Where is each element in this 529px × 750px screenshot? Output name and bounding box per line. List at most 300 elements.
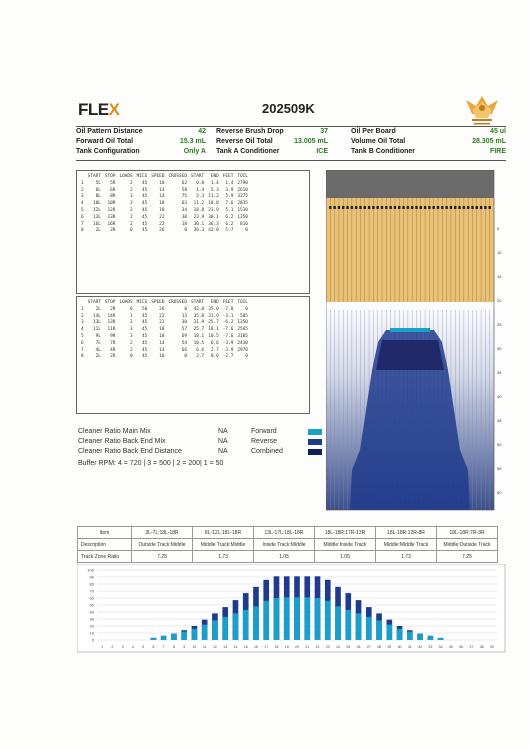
y-tick-label: 40 [89,609,94,615]
x-tick-label: 34 [438,645,443,649]
table-cell: -7.6 [222,333,234,339]
table-cell: 45 [141,333,148,339]
ratio-cell: Inside Track:Middle [254,539,315,551]
ratio-row [78,551,498,563]
y-tick-label: 100 [87,567,94,573]
table-cell: 35.0 [208,306,219,312]
y-tick-label: 10 [89,630,94,636]
ratio-cell: Middle:Outside Track [437,539,498,551]
x-tick-label: 28 [377,645,382,649]
table-cell: 3 [130,327,133,333]
buffer-rpm: Buffer RPM: 4 = 720 | 3 = 500 | 2 = 200| 1 = 50 [78,460,224,467]
table-cell: -2.7 [222,354,234,360]
board-dot [398,206,400,209]
column-header: FEET [222,300,234,305]
ratio-cell: 18L-18R:12R-8R [376,527,437,539]
description-row [78,539,498,551]
summary-value: 13.005 mL [294,138,328,145]
row-label: Track Zone Ratio [78,551,132,563]
summary-label: Reverse Oil Total [216,138,273,145]
table-cell: 42.0 [208,228,219,234]
table-cell: 4 [81,201,84,207]
ratio-cell: 3L-7L:18L-18R [132,527,193,539]
table-cell: 45 [141,187,148,193]
table-cell: 45 [141,194,148,200]
bar-forward [171,634,177,640]
table-cell: 5 [81,333,84,339]
lane-approach [326,170,494,198]
table-cell: 45 [141,214,148,220]
x-tick-label: 3 [121,645,124,649]
table-cell: 23.9 [208,207,219,213]
bar-forward [376,620,382,640]
board-dot [415,206,417,209]
eagle-logo-icon [462,88,502,128]
board-dot [454,206,456,209]
x-tick-label: 2 [111,645,114,649]
x-tick-label: 12 [212,645,217,649]
y-tick-label: 90 [89,574,94,580]
bar-forward [315,598,321,640]
bar-forward [407,632,413,640]
ratio-cell: 1.05 [254,551,315,563]
summary-label: Tank B Conditioner [351,148,416,155]
legend-label: Reverse [251,438,278,445]
table-cell: 11.2 [193,201,205,207]
table-row [79,215,250,222]
table-cell: 3 [130,333,133,339]
table-cell: 45 [141,180,148,186]
table-cell: 18.1 [193,333,205,339]
distance-tick: 40 [497,394,502,399]
board-dot [333,206,335,209]
table-cell: 0 [130,354,133,360]
table-row [79,222,250,229]
board-dot [420,206,422,209]
table-cell: 45 [141,228,148,234]
summary-bottom-rule [76,160,506,161]
table-cell: 3 [130,201,133,207]
table-cell: 50 [141,306,148,312]
summary-top-rule [76,126,506,127]
board-dot [329,206,331,209]
column-header: FEET [222,174,234,179]
bar-forward [181,632,187,640]
table-header-row [79,300,250,307]
table-cell: 14 [159,340,165,346]
table-row [79,201,250,208]
table-cell: 1350 [237,214,248,220]
board-dot [437,206,439,209]
table-cell: 62 [181,180,187,186]
column-header: SPEED [151,300,165,305]
forward-loads-panel [76,170,310,294]
table-cell: 45 [141,201,148,207]
board-dot [407,206,409,209]
brand-left: FLE [78,100,109,119]
table-cell: 10.5 [208,333,219,339]
x-tick-label: 25 [346,645,351,649]
table-cell: 7R [110,340,116,346]
board-dot [432,206,434,209]
table-cell: 7.6 [225,201,234,207]
x-tick-label: 15 [243,645,248,649]
table-cell: 18.8 [193,207,205,213]
bar-forward [222,617,228,640]
table-cell: 13R [107,214,116,220]
board-dot [376,206,378,209]
x-tick-label: 8 [172,645,175,649]
cleaner-ratio-value: NA [218,448,228,455]
x-tick-label: 21 [305,645,310,649]
table-cell: 3105 [237,333,248,339]
table-cell: 6.6 [196,347,205,353]
table-cell: 23.9 [193,214,205,220]
summary-label: Volume Oil Total [351,138,406,145]
table-cell: 4L [95,347,101,353]
table-cell: 5R [110,180,116,186]
board-dot [368,206,370,209]
table-cell: 18.8 [208,201,219,207]
distance-tick: 45 [497,418,502,423]
board-dot [488,206,490,209]
table-cell: 12L [92,207,101,213]
table-cell: 2.7 [210,347,219,353]
table-cell: 2 [130,320,133,326]
table-cell: 31.9 [193,320,205,326]
distance-tick: 55 [497,466,502,471]
x-tick-label: 35 [448,645,453,649]
table-cell: 10R [107,201,116,207]
summary-label: Tank A Conditioner [216,148,280,155]
table-cell: 0 [130,228,133,234]
board-dot [372,206,374,209]
x-tick-label: 13 [223,645,228,649]
distance-tick: 50 [497,442,502,447]
table-cell: 2R [110,228,116,234]
y-tick-label: 70 [89,588,94,594]
table-cell: 5.3 [196,194,205,200]
summary-label: Reverse Brush Drop [216,128,284,135]
table-cell: -6.2 [222,320,234,326]
legend-swatch [308,439,322,445]
bar-forward [253,606,259,640]
cleaner-ratio-label: Cleaner Ratio Back End Mix [78,438,166,445]
table-cell: 810 [240,221,248,227]
y-tick-label: 0 [91,637,94,643]
table-cell: 8R [110,194,116,200]
summary-value: FIRE [490,148,506,155]
bar-forward [304,597,310,640]
x-tick-label: 23 [325,645,330,649]
board-dot [428,206,430,209]
summary-value: 28.305 mL [472,138,506,145]
board-dot [424,206,426,209]
ratio-cell: 1.73 [376,551,437,563]
bar-forward [397,629,403,640]
y-tick-label: 50 [89,602,94,608]
table-cell: 1.4 [225,180,234,186]
bar-forward [284,597,290,640]
x-tick-label: 7 [162,645,165,649]
table-cell: 7 [81,347,84,353]
table-cell: 6.2 [225,214,234,220]
x-tick-label: 27 [366,645,371,649]
bar-forward [212,620,218,640]
x-tick-label: 1 [101,645,104,649]
table-cell: 16L [92,221,101,227]
table-cell: 6.6 [210,340,219,346]
table-cell: -7.6 [222,327,234,333]
ratio-cell: Outside Track:Middle [132,539,193,551]
column-header: SPEED [151,174,165,179]
table-cell: 0 [245,228,248,234]
board-dot [385,206,387,209]
board-oil-bar-chart [77,564,507,654]
distance-tick: 25 [497,322,502,327]
table-cell: 2565 [237,327,248,333]
table-cell: 75 [181,194,187,200]
x-tick-label: 5 [142,645,145,649]
column-header [79,174,86,181]
y-tick-label: 30 [89,616,94,622]
table-cell: 1.4 [210,180,219,186]
table-cell: 14 [159,187,165,193]
table-cell: 45 [141,340,148,346]
table-row [79,228,250,235]
table-cell: 0 [245,306,248,312]
table-row [79,194,250,201]
board-dot [458,206,460,209]
reverse-loads-table [79,300,250,361]
table-cell: 45 [141,207,148,213]
board-dot [411,206,413,209]
bar-forward [325,601,331,640]
table-row [79,334,250,341]
table-cell: 13R [107,320,116,326]
summary-value: ICE [316,148,328,155]
x-tick-label: 32 [418,645,423,649]
table-cell: 5.9 [225,194,234,200]
board-dot [480,206,482,209]
cleaner-ratio-label: Cleaner Ratio Main Mix [78,428,151,435]
column-header: END [210,300,219,305]
board-dot [338,206,340,209]
table-cell: 3 [130,194,133,200]
summary-label: Oil Pattern Distance [76,128,143,135]
table-cell: 45 [141,327,148,333]
lane-oiled-boards [326,198,494,302]
table-cell: 45 [141,354,148,360]
board-dot [467,206,469,209]
bar-forward [263,601,269,640]
legend-label: Combined [251,448,283,455]
bar-forward [274,598,280,640]
table-cell: 2 [81,187,84,193]
x-tick-label: 37 [469,645,474,649]
x-tick-label: 10 [192,645,197,649]
table-cell: 6 [81,340,84,346]
column-header: END [210,174,219,179]
board-dot [342,206,344,209]
table-cell: 18 [159,333,165,339]
table-cell: 2 [130,221,133,227]
table-cell: 0 [184,228,187,234]
distance-tick: 35 [497,370,502,375]
ratio-cell: 1.05 [315,551,376,563]
x-tick-label: 4 [131,645,134,649]
table-cell: 6R [110,187,116,193]
bar-forward [366,617,372,640]
table-cell: 9R [110,333,116,339]
table-cell: 2835 [237,201,248,207]
table-cell: 2R [110,354,116,360]
table-cell: 14R [107,313,116,319]
table-cell: 2 [130,187,133,193]
table-cell: 2430 [237,340,248,346]
x-tick-label: 39 [489,645,494,649]
table-cell: 6.2 [225,221,234,227]
x-tick-label: 16 [254,645,258,649]
column-header: LOADS [119,174,133,179]
table-cell: 45 [141,347,148,353]
table-cell: 42.0 [193,306,205,312]
table-cell: 11.2 [208,194,219,200]
board-dot [394,206,396,209]
legend-label: Forward [251,428,277,435]
table-cell: 63 [181,201,187,207]
table-cell: 5 [81,207,84,213]
table-row [79,208,250,215]
ratio-cell: 13L-17L:18L-18R [254,527,315,539]
table-cell: 2 [130,180,133,186]
table-cell: 34 [181,207,187,213]
summary-value: Only A [183,148,206,155]
board-dot [355,206,357,209]
table-cell: 2L [95,354,101,360]
x-tick-label: 29 [387,645,392,649]
table-cell: 3375 [237,194,248,200]
table-cell: 3 [81,194,84,200]
x-tick-label: 26 [356,645,361,649]
table-cell: 1.4 [196,187,205,193]
x-tick-label: 31 [407,645,412,649]
table-cell: 26 [159,228,165,234]
table-cell: 18 [159,327,165,333]
cleaner-ratio-value: NA [218,438,228,445]
table-cell: 57 [181,327,187,333]
table-cell: 26 [159,306,165,312]
column-header [79,300,86,307]
table-cell: 1530 [237,207,248,213]
table-cell: 2 [130,347,133,353]
table-cell: -3.9 [222,340,234,346]
table-cell: 45 [141,320,148,326]
brand-right: X [108,100,120,119]
bar-forward [243,610,249,640]
x-tick-label: 6 [152,645,155,649]
ratio-cell: Middle:Inside Track [315,539,376,551]
table-row [79,181,250,188]
table-cell: 2 [130,214,133,220]
forward-oil-shape [390,328,430,332]
table-cell: 10.5 [193,340,205,346]
table-cell: 54 [181,340,187,346]
ratio-cell: 7.25 [132,551,193,563]
lane-oil-graph [326,170,510,512]
table-cell: 1350 [237,320,248,326]
table-cell: 2790 [237,180,248,186]
summary-label: Forward Oil Total [76,138,134,145]
row-label: Description [78,539,132,551]
reverse-oil-shape [376,340,444,370]
board-dot [450,206,452,209]
x-tick-label: 17 [264,645,269,649]
table-cell: 18 [159,201,165,207]
ratio-cell: 1.73 [193,551,254,563]
table-row [79,341,250,348]
table-row [79,188,250,195]
table-row [79,307,250,314]
track-zone-ratio-table [77,526,498,563]
bar-forward [202,625,208,640]
board-dot [471,206,473,209]
table-cell: 22 [159,313,165,319]
column-header: START [190,300,205,305]
table-cell: -7.0 [222,306,234,312]
table-cell: 8L [95,194,101,200]
bar-forward [192,629,198,640]
table-cell: 30 [181,320,187,326]
table-cell: 8 [81,228,84,234]
table-cell: 0.0 [196,180,205,186]
column-header: START [87,300,101,305]
table-cell: 2 [81,313,84,319]
table-cell: 3 [81,320,84,326]
y-tick-label: 80 [89,581,94,587]
distance-tick: 60 [497,490,502,495]
table-cell: 18 [159,207,165,213]
table-cell: 69 [181,333,187,339]
table-cell: 0 [184,306,187,312]
distance-tick: 15 [497,274,502,279]
table-cell: 18 [181,221,187,227]
table-row [79,327,250,334]
column-header: START [190,174,205,179]
table-cell: 18.1 [208,327,219,333]
board-dot [484,206,486,209]
track-zone-ratio-table-wrap [77,526,498,563]
x-tick-label: 33 [428,645,433,649]
column-header: STOP [104,300,116,305]
table-cell: 13L [92,320,101,326]
table-cell: 2 [130,207,133,213]
board-dot [364,206,366,209]
bar-forward [161,636,167,640]
x-tick-label: 36 [459,645,464,649]
table-cell: 9L [95,333,101,339]
distance-tick: 10 [497,250,502,255]
bar-forward [151,638,157,640]
board-dot [463,206,465,209]
table-cell: 58 [181,187,187,193]
distance-tick: 30 [497,346,502,351]
table-cell: 31.9 [208,313,219,319]
column-header: STOP [104,174,116,179]
table-cell: 8 [81,354,84,360]
table-cell: 2R [110,306,116,312]
table-cell: 0 [184,354,187,360]
